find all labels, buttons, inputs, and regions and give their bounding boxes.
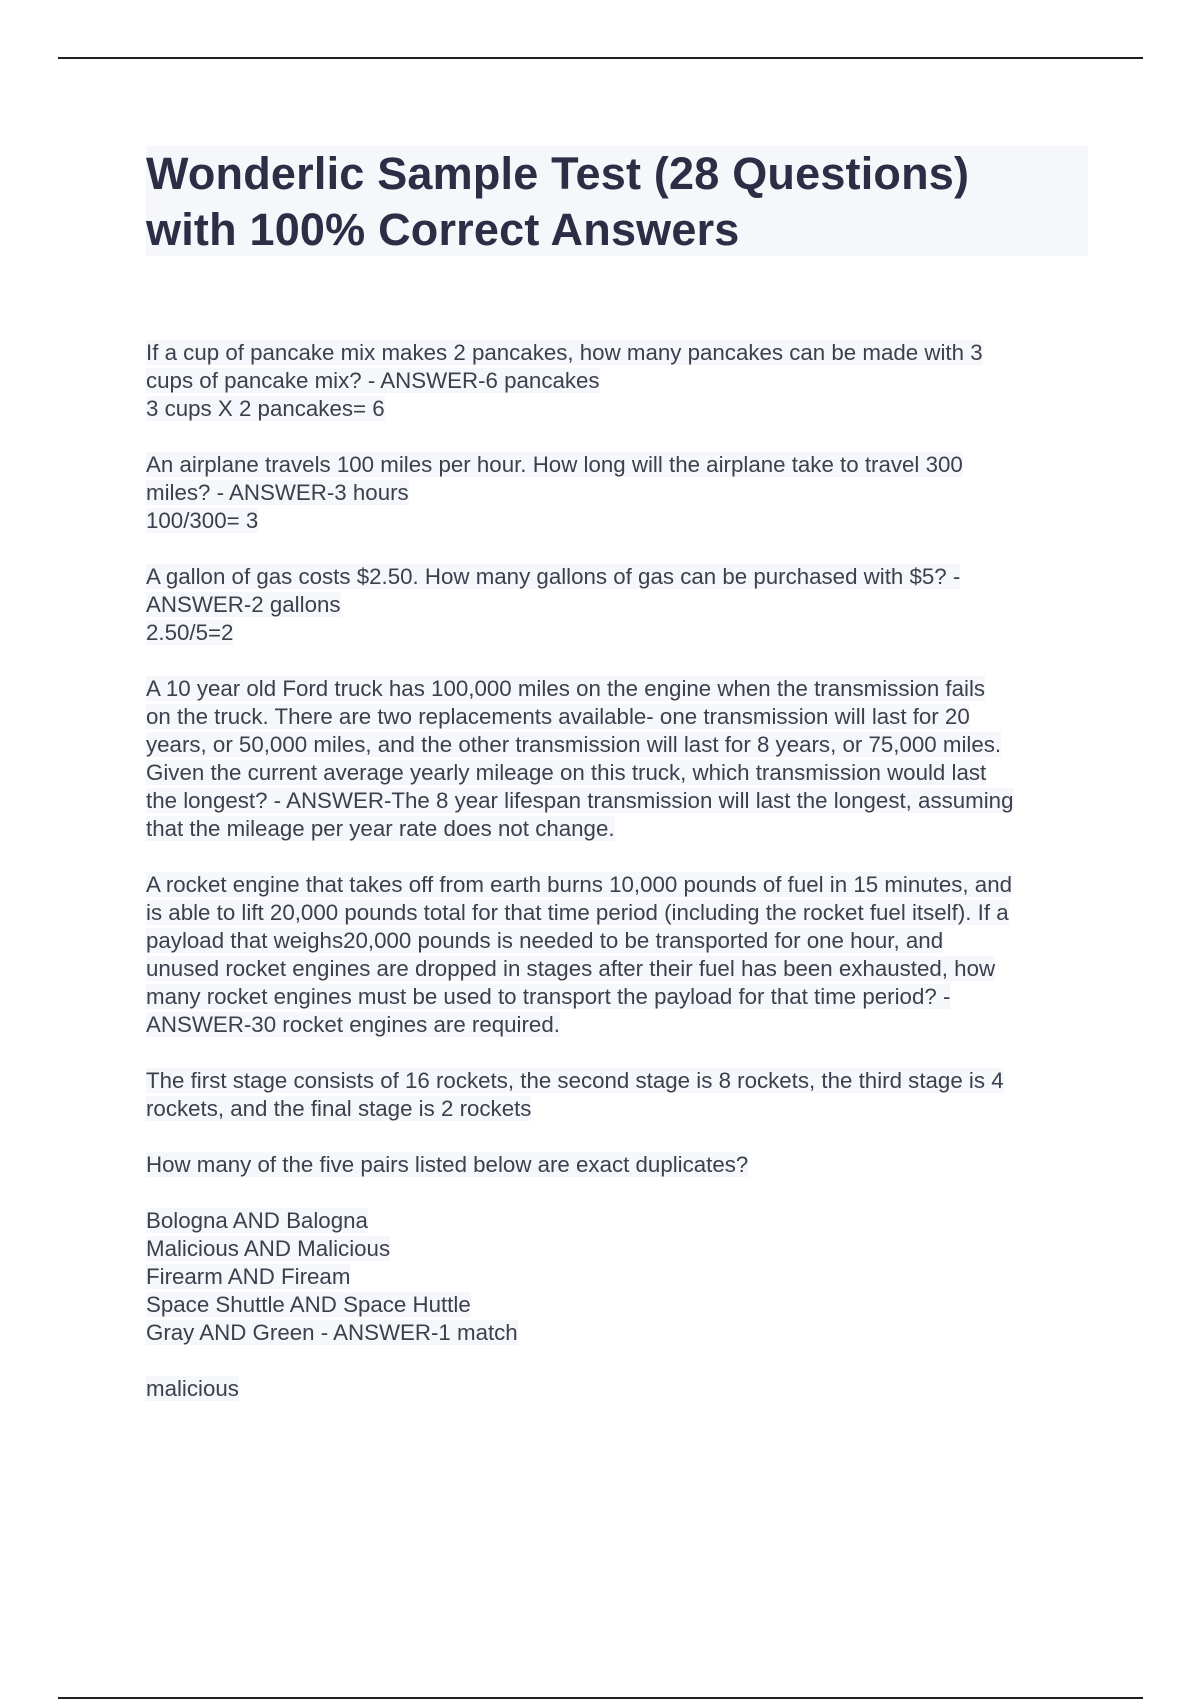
text-line-content: is able to lift 20,000 pounds total for that time period (including the rocket fuel itself). If a [146,900,1009,925]
text-line-content: Gray AND Green - ANSWER-1 match [146,1320,518,1345]
text-line-content: The first stage consists of 16 rockets, the second stage is 8 rockets, the third stage is 4 [146,1068,1004,1093]
title-line: Wonderlic Sample Test (28 Questions) [146,148,970,199]
text-line [146,1151,1096,1179]
paragraph [146,563,1096,647]
paragraph [146,1375,1096,1403]
paragraph [146,675,1096,843]
text-line [146,983,1096,1011]
document-title [146,146,1088,256]
text-line-content: ANSWER-2 gallons [146,592,341,617]
text-line [146,731,1096,759]
text-line [146,1291,1096,1319]
text-line-content: Space Shuttle AND Space Huttle [146,1292,471,1317]
text-line-content: 2.50/5=2 [146,620,234,645]
text-line-content: many rocket engines must be used to transport the payload for that time period? - [146,984,951,1009]
text-line [146,703,1096,731]
text-line [146,899,1096,927]
paragraph [146,1067,1096,1123]
text-line-content: that the mileage per year rate does not change. [146,816,615,841]
text-line [146,815,1096,843]
text-line [146,395,1096,423]
text-line-content: A rocket engine that takes off from earth burns 10,000 pounds of fuel in 15 minutes, and [146,872,1013,897]
paragraph [146,871,1096,1039]
document-body [146,339,1096,1431]
text-line-content: 100/300= 3 [146,508,259,533]
text-line [146,1375,1096,1403]
text-line-content: malicious [146,1376,239,1401]
text-line-content: How many of the five pairs listed below are exact duplicates? [146,1152,749,1177]
text-line [146,339,1096,367]
text-line-content: rockets, and the final stage is 2 rockets [146,1096,532,1121]
text-line-content: unused rocket engines are dropped in stages after their fuel has been exhausted, how [146,956,996,981]
text-line [146,955,1096,983]
text-line [146,675,1096,703]
text-line-content: payload that weighs20,000 pounds is needed to be transported for one hour, and [146,928,944,953]
text-line-content: Malicious AND Malicious [146,1236,391,1261]
text-line [146,367,1096,395]
paragraph [146,1207,1096,1347]
title-heading [146,146,1088,258]
text-line-content: cups of pancake mix? - ANSWER-6 pancakes [146,368,600,393]
top-rule [58,57,1143,59]
text-line-content: Bologna AND Balogna [146,1208,368,1233]
text-line [146,1207,1096,1235]
text-line-content: miles? - ANSWER-3 hours [146,480,409,505]
text-line-content: 3 cups X 2 pancakes= 6 [146,396,385,421]
text-line-content: A gallon of gas costs $2.50. How many gallons of gas can be purchased with $5? - [146,564,961,589]
text-line-content: the longest? - ANSWER-The 8 year lifespan transmission will last the longest, assuming [146,788,1014,813]
text-line [146,1067,1096,1095]
text-line [146,563,1096,591]
paragraph [146,451,1096,535]
text-line-content: A 10 year old Ford truck has 100,000 miles on the engine when the transmission fails [146,676,986,701]
text-line [146,591,1096,619]
text-line [146,1011,1096,1039]
text-line [146,759,1096,787]
text-line-content: If a cup of pancake mix makes 2 pancakes, how many pancakes can be made with 3 [146,340,983,365]
text-line [146,1263,1096,1291]
bottom-rule [58,1697,1143,1699]
text-line [146,871,1096,899]
text-line [146,451,1096,479]
text-line-content: ANSWER-30 rocket engines are required. [146,1012,560,1037]
text-line [146,1095,1096,1123]
text-line-content: Firearm AND Fiream [146,1264,351,1289]
text-line [146,1319,1096,1347]
text-line-content: Given the current average yearly mileage on this truck, which transmission would last [146,760,987,785]
title-line: with 100% Correct Answers [146,204,740,255]
text-line [146,619,1096,647]
text-line [146,787,1096,815]
paragraph [146,1151,1096,1179]
paragraph [146,339,1096,423]
text-line [146,479,1096,507]
text-line-content: years, or 50,000 miles, and the other transmission will last for 8 years, or 75,000 miles. [146,732,1002,757]
text-line-content: on the truck. There are two replacements available- one transmission will last for 20 [146,704,970,729]
text-line [146,507,1096,535]
text-line-content: An airplane travels 100 miles per hour. How long will the airplane take to travel 300 [146,452,963,477]
text-line [146,1235,1096,1263]
text-line [146,927,1096,955]
